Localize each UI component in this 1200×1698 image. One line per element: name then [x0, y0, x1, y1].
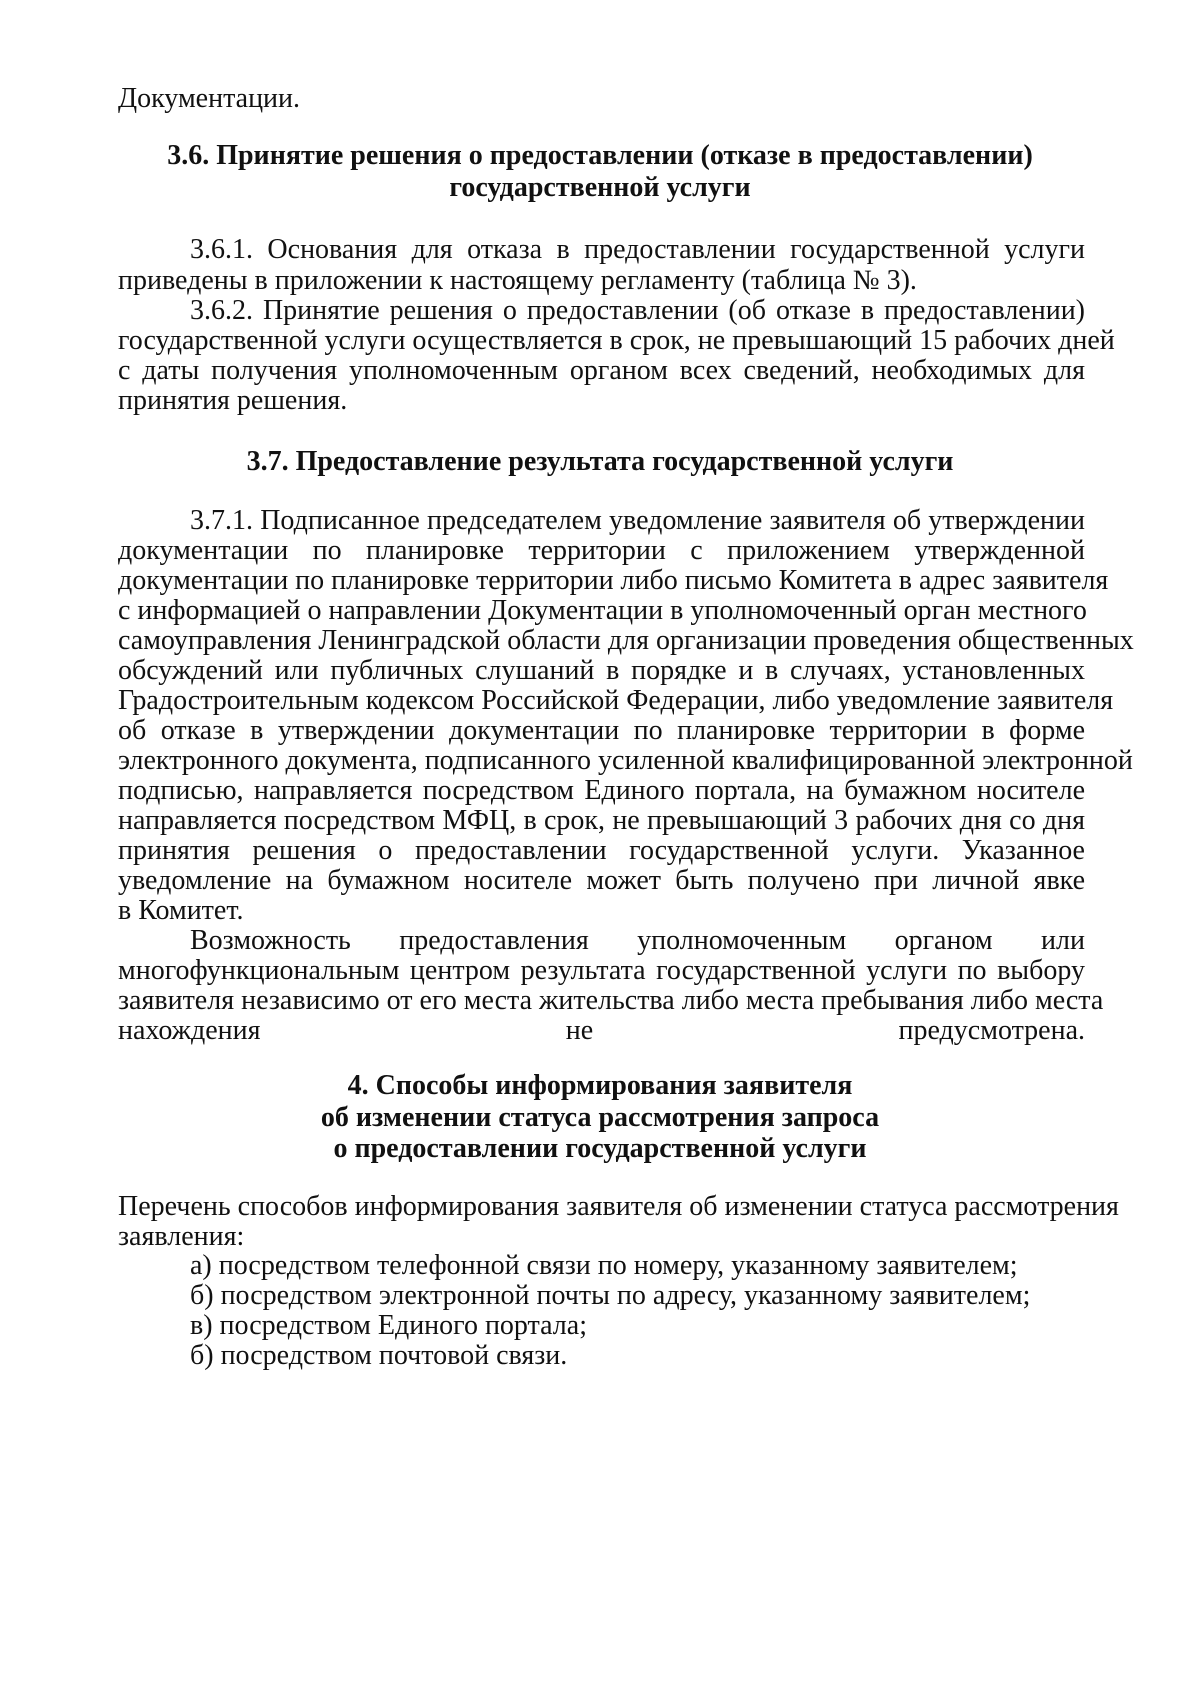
paragraph-line: с информацией о направлении Документации в уполномоченный орган местного	[118, 595, 1087, 626]
paragraph-line: приведены в приложении к настоящему регламенту (таблица № 3).	[118, 265, 917, 296]
paragraph-line: документации по планировке территории с приложением утвержденной	[118, 535, 1085, 566]
paragraph-line: подписью, направляется посредством Единого портала, на бумажном носителе	[118, 775, 1085, 806]
section-heading: государственной услуги	[449, 172, 751, 203]
paragraph-line: 3.7.1. Подписанное председателем уведомление заявителя об утверждении	[190, 505, 1085, 536]
list-item: б) посредством электронной почты по адресу, указанному заявителем;	[190, 1280, 1031, 1311]
section-heading: 4. Способы информирования заявителя	[347, 1070, 853, 1101]
paragraph-line: самоуправления Ленинградской области для организации проведения общественных	[118, 625, 1134, 656]
paragraph-line: многофункциональным центром результата государственной услуги по выбору	[118, 955, 1085, 986]
paragraph-line: принятия решения.	[118, 385, 348, 416]
list-item: а) посредством телефонной связи по номеру, указанному заявителем;	[190, 1250, 1018, 1281]
paragraph-line: нахождения не предусмотрена.	[118, 1015, 1085, 1046]
paragraph-line: с даты получения уполномоченным органом всех сведений, необходимых для	[118, 355, 1085, 386]
section-heading: 3.6. Принятие решения о предоставлении (отказе в предоставлении)	[167, 140, 1033, 171]
paragraph-line: заявления:	[118, 1221, 245, 1252]
paragraph-line: Возможность предоставления уполномоченным органом или	[190, 925, 1085, 956]
paragraph-line: Перечень способов информирования заявителя об изменении статуса рассмотрения	[118, 1191, 1119, 1222]
section-heading: 3.7. Предоставление результата государственной услуги	[246, 446, 954, 477]
paragraph-line: направляется посредством МФЦ, в срок, не превышающий 3 рабочих дня со дня	[118, 805, 1085, 836]
section-heading: об изменении статуса рассмотрения запроса	[320, 1102, 880, 1133]
paragraph-line: об отказе в утверждении документации по планировке территории в форме	[118, 715, 1085, 746]
section-heading: о предоставлении государственной услуги	[333, 1133, 867, 1164]
paragraph-line: государственной услуги осуществляется в срок, не превышающий 15 рабочих дней	[118, 325, 1115, 356]
paragraph-line: в Комитет.	[118, 895, 244, 926]
paragraph-line: 3.6.2. Принятие решения о предоставлении (об отказе в предоставлении)	[190, 295, 1085, 326]
list-item: б) посредством почтовой связи.	[190, 1340, 568, 1371]
paragraph-line: документации по планировке территории либо письмо Комитета в адрес заявителя	[118, 565, 1109, 596]
paragraph-line: принятия решения о предоставлении государственной услуги. Указанное	[118, 835, 1085, 866]
paragraph-line: заявителя независимо от его места жительства либо места пребывания либо места	[118, 985, 1104, 1016]
paragraph-line: уведомление на бумажном носителе может быть получено при личной явке	[118, 865, 1085, 896]
paragraph-line: электронного документа, подписанного усиленной квалифицированной электронной	[118, 745, 1133, 776]
paragraph-line: Градостроительным кодексом Российской Федерации, либо уведомление заявителя	[118, 685, 1114, 716]
paragraph-line: 3.6.1. Основания для отказа в предоставлении государственной услуги	[190, 234, 1085, 265]
paragraph-line: обсуждений или публичных слушаний в порядке и в случаях, установленных	[118, 655, 1085, 686]
list-item: в) посредством Единого портала;	[190, 1310, 587, 1341]
text-line: Документации.	[118, 83, 301, 114]
